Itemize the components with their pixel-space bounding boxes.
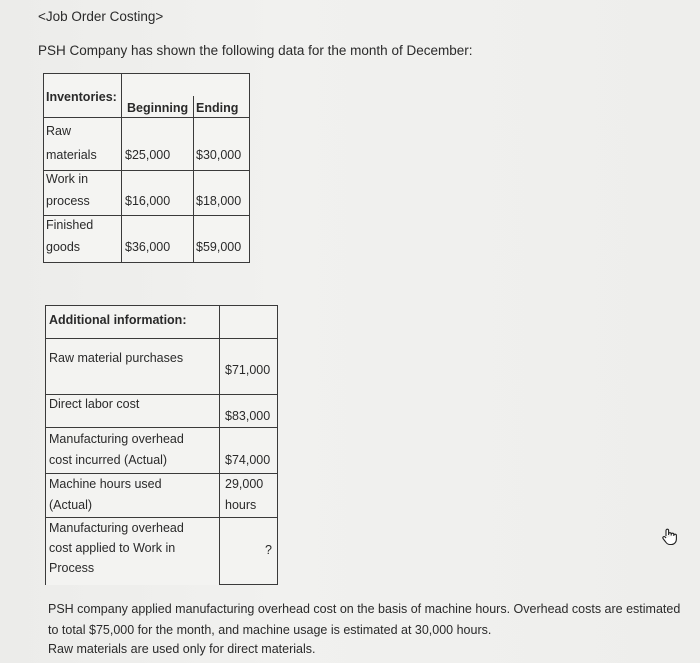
additional-info-table	[45, 305, 278, 585]
note-raw-materials: Raw materials are used only for direct materials.	[48, 642, 316, 656]
inventory-table	[43, 73, 250, 263]
inventory-row-label: goods	[46, 240, 81, 254]
col-beginning: Beginning	[127, 101, 189, 115]
inventory-row-label: Raw	[46, 124, 72, 138]
intro-text: PSH Company has shown the following data for the month of December:	[38, 43, 473, 58]
additional-row-value: $74,000	[225, 453, 271, 467]
inventory-header-label: Inventories:	[46, 90, 117, 104]
additional-row-value: hours	[225, 498, 257, 512]
inventory-row-beginning: $36,000	[125, 240, 171, 254]
additional-row-value: 29,000	[225, 477, 264, 491]
additional-row-label: cost incurred (Actual)	[49, 453, 168, 467]
additional-row-label: Raw material purchases	[49, 351, 184, 365]
additional-row-value: ?	[265, 543, 272, 557]
additional-header: Additional information:	[49, 313, 187, 327]
additional-row-label: Direct labor cost	[49, 397, 140, 411]
inventory-row-label: Finished	[46, 218, 94, 232]
question-title: <Job Order Costing>	[38, 9, 164, 24]
inventory-row-ending: $59,000	[196, 240, 242, 254]
note-text: PSH company applied manufacturing overhead cost on the basis of machine hours. Overhead costs are estimated to total $75,000 for the month, and machine usage is estimated at 30,000 hours.	[48, 602, 681, 637]
hand-cursor-icon	[660, 527, 680, 547]
additional-row-label: Manufacturing overhead	[49, 521, 184, 535]
additional-row-label: (Actual)	[49, 498, 93, 512]
additional-row-value: $83,000	[225, 409, 271, 423]
additional-row-value: $71,000	[225, 363, 271, 377]
inventory-row-ending: $30,000	[196, 148, 242, 162]
col-ending: Ending	[196, 101, 239, 115]
additional-row-label: cost applied to Work in	[49, 541, 176, 555]
inventory-row-label: Work in	[46, 172, 89, 186]
additional-row-label: Machine hours used	[49, 477, 162, 491]
additional-row-label: Process	[49, 561, 95, 575]
inventory-row-ending: $18,000	[196, 194, 242, 208]
additional-row-label: Manufacturing overhead	[49, 432, 184, 446]
inventory-row-label: materials	[46, 148, 97, 162]
inventory-row-beginning: $16,000	[125, 194, 171, 208]
inventory-row-beginning: $25,000	[125, 148, 171, 162]
inventory-row-label: process	[46, 194, 90, 208]
